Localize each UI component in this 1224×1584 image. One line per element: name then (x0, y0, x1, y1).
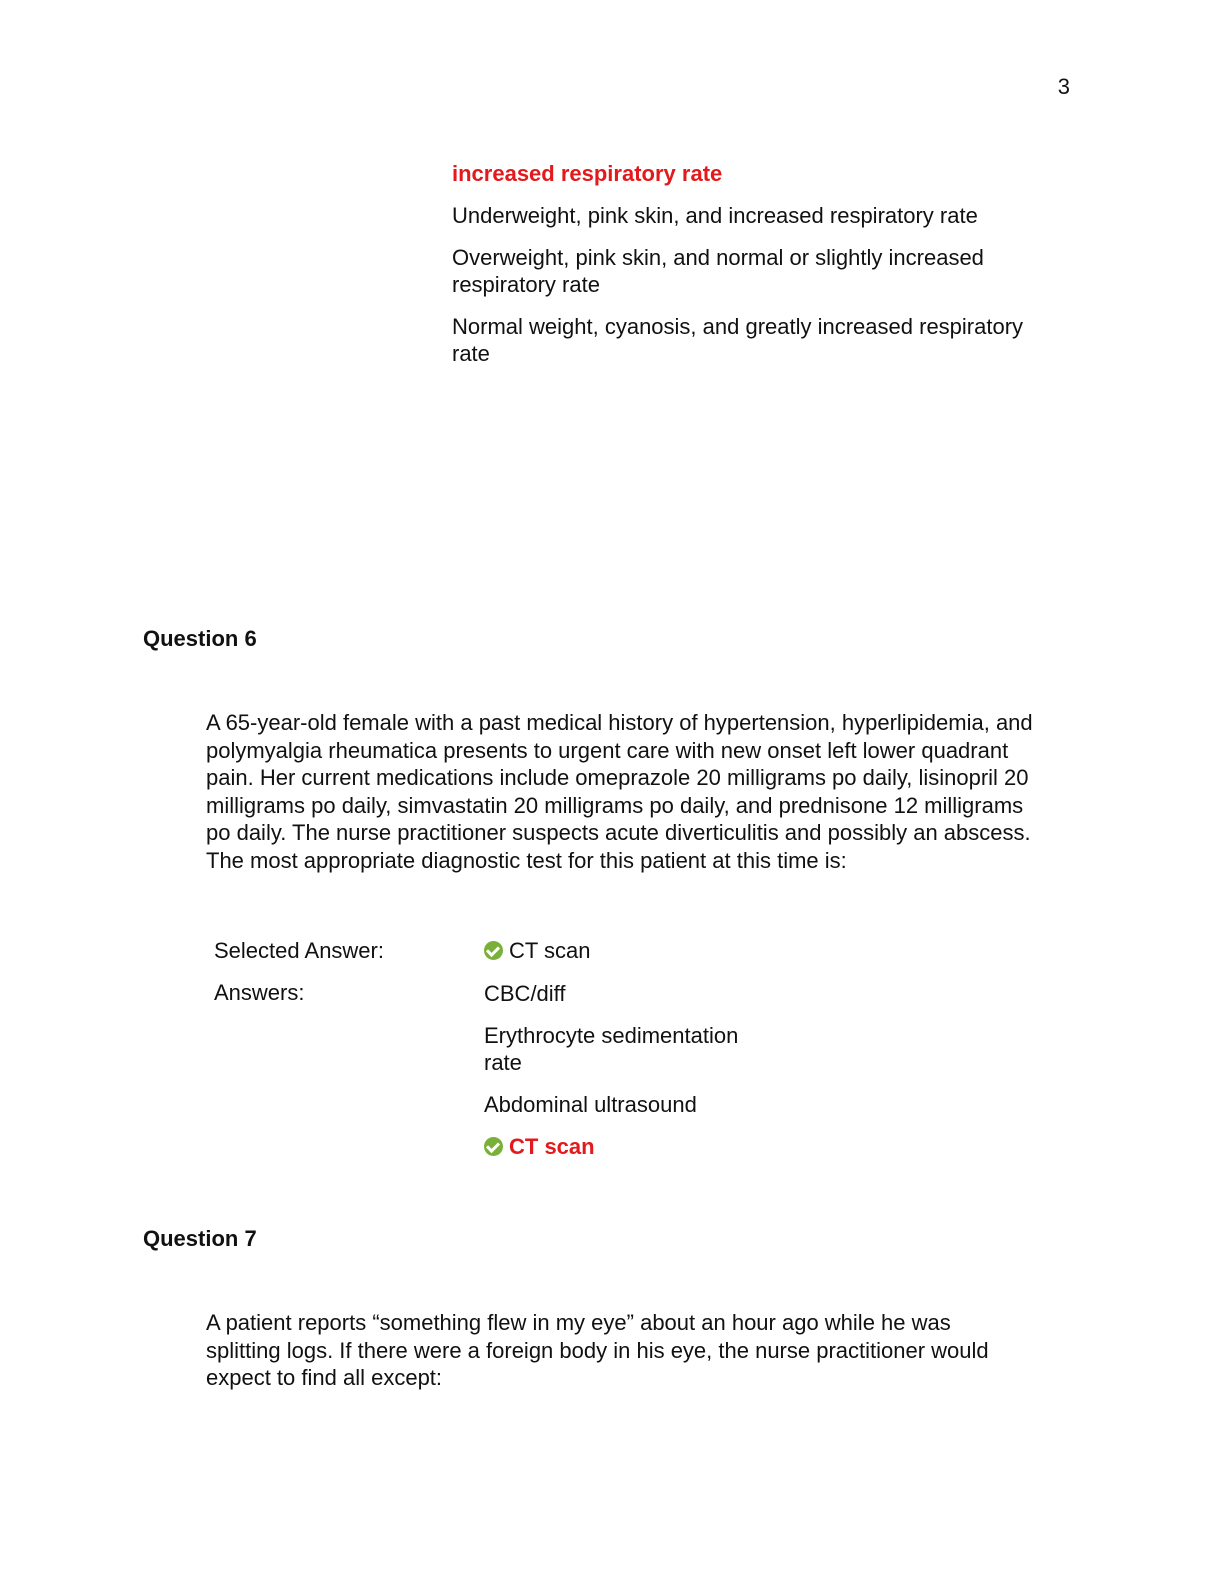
question-6-heading: Question 6 (143, 626, 257, 651)
answer-option: Overweight, pink skin, and normal or slightly increased respiratory rate (452, 245, 984, 297)
correct-answer-text: CT scan (509, 1134, 595, 1159)
question-7-text: A patient reports “something flew in my eye” about an hour ago while he was splitting logs. If there were a foreign body in his eye, the nurse practitioner would expect to find all except: (206, 1310, 989, 1390)
page-number: 3 (1057, 74, 1070, 99)
selected-answer (484, 938, 591, 964)
previous-question-options (452, 160, 1052, 382)
answer-option: Normal weight, cyanosis, and greatly increased respiratory rate (452, 314, 1024, 366)
answer-option: Abdominal ultrasound (484, 1092, 697, 1117)
answer-option: increased respiratory rate (452, 161, 723, 186)
check-circle-icon (484, 941, 503, 960)
answers-list (484, 980, 784, 1175)
selected-answer-text: CT scan (509, 938, 591, 963)
answer-option: Erythrocyte sedimentation rate (484, 1023, 739, 1075)
answer-option: Underweight, pink skin, and increased respiratory rate (452, 203, 978, 228)
answers-label: Answers: (214, 980, 305, 1005)
answer-option: CBC/diff (484, 981, 566, 1006)
check-circle-icon (484, 1137, 503, 1156)
answer-option-correct (484, 1133, 784, 1160)
question-7-heading: Question 7 (143, 1226, 257, 1251)
selected-answer-label: Selected Answer: (214, 938, 384, 963)
question-6-text: A 65-year-old female with a past medical history of hypertension, hyperlipidemia, and polymyalgia rheumatica presents to urgent care with new onset left lower quadrant pain. Her current medications include omeprazole 20 milligrams po daily, lisinopril 20 milligrams po daily, simvastatin 20 milligrams po daily, and prednisone 12 milligrams po daily. The nurse practitioner suspects acute diverticulitis and possibly an abscess. The most appropriate diagnostic test for this patient at this time is: (206, 710, 1033, 873)
